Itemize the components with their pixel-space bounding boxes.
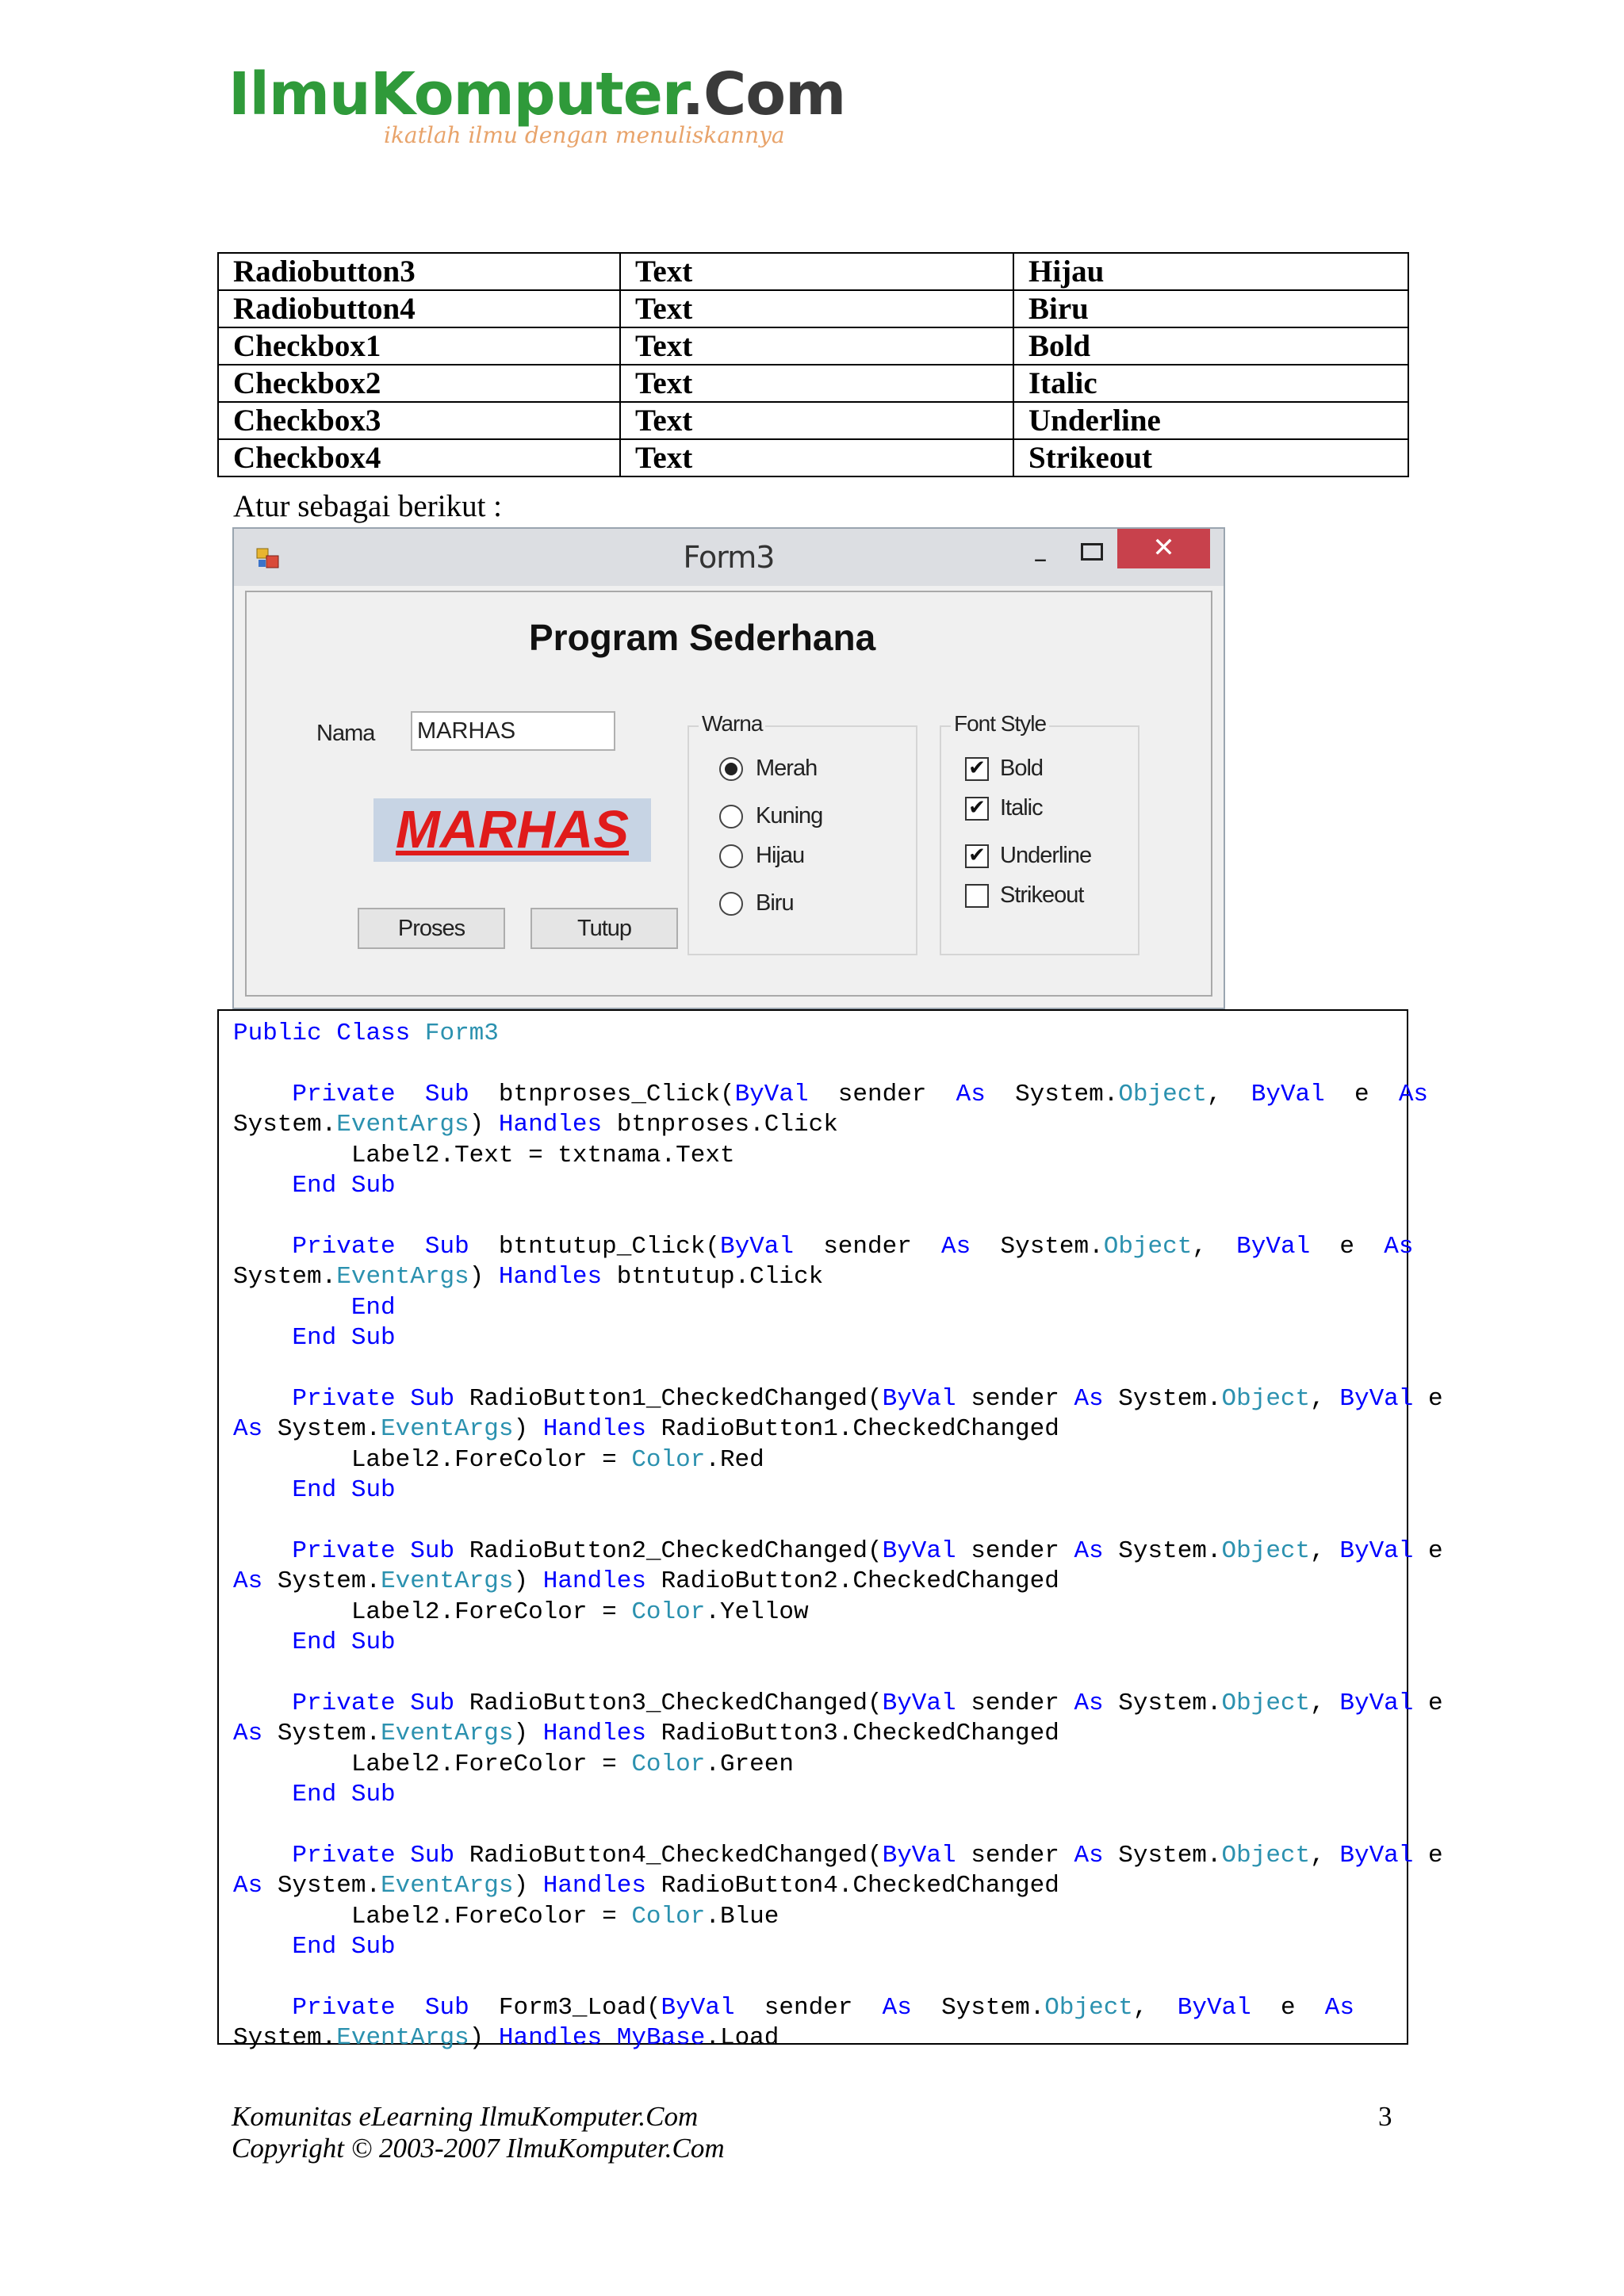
code-listing: Public Class Form3 Private Sub btnproses_Click(ByVal sender As System.Object, ByVal e As System.EventArgs) Handles btnproses.Click Label2.Text = txtnama.Text End Sub Private Sub btntutup_Click(ByVal sender As System.Object, ByVal e As System.EventArgs) Handles btntutup.Click End End Sub Private Sub RadioButton1_CheckedChanged(ByVal sender As System.Object, ByVal e As System.EventArgs) Handles RadioButton1.CheckedChanged Label2.ForeColor = Color.Red End Sub Private Sub RadioButton2_CheckedChanged(ByVal sender As System.Object, ByVal e As System.EventArgs) Handles RadioButton2.CheckedChanged Label2.ForeColor = Color.Yellow End Sub Private Sub RadioButton3_CheckedChanged(ByVal sender As System.Object, ByVal e As System.EventArgs) Handles RadioButton3.CheckedChanged Label2.ForeColor = Color.Green End Sub Private Sub RadioButton4_CheckedChanged(ByVal sender As System.Object, ByVal e As System.EventArgs) Handles RadioButton4.CheckedChanged Label2.ForeColor = Color.Blue End Sub Private Sub Form3_Load(ByVal sender As System.Object, ByVal e As System.EventArgs) Handles MyBase.Load [233, 1020, 1443, 2053]
property-cell: Text [620, 365, 1013, 402]
radio-selected-dot [725, 763, 737, 775]
table-row [218, 365, 1408, 402]
control-name-cell: Checkbox3 [218, 402, 620, 439]
minimize-button[interactable]: – [1033, 543, 1048, 575]
footer-copyright: Copyright © 2003-2007 IlmuKomputer.Com [232, 2133, 725, 2164]
radio-label[interactable]: Kuning [756, 803, 823, 828]
maximize-icon [1081, 543, 1103, 561]
form-client-area [245, 591, 1212, 997]
page-number: 3 [1378, 2101, 1392, 2132]
nama-label: Nama [316, 721, 375, 746]
window-title: Form3 [683, 540, 775, 575]
property-cell: Text [620, 439, 1013, 476]
logo-tagline: ikatlah ilmu dengan menuliskannya [384, 122, 785, 148]
font-style-group-title: Font Style [951, 711, 1049, 737]
site-logo [228, 60, 846, 160]
checkbox-italic[interactable]: ✔ [965, 797, 989, 821]
control-name-cell: Checkbox4 [218, 439, 620, 476]
checkbox-underline[interactable]: ✔ [965, 844, 989, 868]
radio-kuning[interactable] [719, 805, 743, 828]
value-cell: Italic [1013, 365, 1408, 402]
radio-label[interactable]: Biru [756, 890, 794, 916]
value-cell: Bold [1013, 327, 1408, 365]
maximize-button[interactable] [1076, 538, 1108, 570]
radio-label[interactable]: Hijau [756, 843, 805, 868]
checkbox-bold[interactable]: ✔ [965, 757, 989, 781]
radio-merah[interactable] [719, 757, 743, 781]
title-bar[interactable] [234, 529, 1224, 586]
checkbox-label[interactable]: Bold [1000, 756, 1044, 781]
control-name-cell: Radiobutton4 [218, 290, 620, 327]
footer-community: Komunitas eLearning IlmuKomputer.Com [232, 2101, 699, 2132]
checkbox-label[interactable]: Strikeout [1000, 882, 1084, 908]
table-row [218, 290, 1408, 327]
table-row [218, 253, 1408, 290]
checkbox-label[interactable]: Italic [1000, 795, 1043, 821]
nama-input[interactable]: MARHAS [411, 711, 615, 751]
checkbox-label[interactable]: Underline [1000, 843, 1092, 868]
radio-hijau[interactable] [719, 844, 743, 868]
warna-group-title: Warna [699, 711, 765, 737]
logo-domain-text: .Com [681, 60, 846, 128]
value-cell: Underline [1013, 402, 1408, 439]
logo-main-text: IlmuKomputer [228, 60, 682, 128]
property-cell: Text [620, 253, 1013, 290]
table-row [218, 327, 1408, 365]
value-cell: Biru [1013, 290, 1408, 327]
form3-window [232, 527, 1225, 1009]
property-cell: Text [620, 290, 1013, 327]
property-cell: Text [620, 402, 1013, 439]
checkbox-strikeout[interactable] [965, 884, 989, 908]
table-row [218, 402, 1408, 439]
code-listing-box [217, 1009, 1443, 2053]
close-button[interactable]: ✕ [1117, 529, 1210, 568]
table-row [218, 439, 1408, 476]
control-name-cell: Radiobutton3 [218, 253, 620, 290]
proses-button[interactable]: Proses [358, 908, 505, 949]
value-cell: Strikeout [1013, 439, 1408, 476]
control-name-cell: Checkbox1 [218, 327, 620, 365]
property-table [217, 252, 1409, 477]
instruction-text: Atur sebagai berikut : [233, 489, 502, 523]
value-cell: Hijau [1013, 253, 1408, 290]
output-label: MARHAS [373, 798, 651, 862]
control-name-cell: Checkbox2 [218, 365, 620, 402]
tutup-button[interactable]: Tutup [530, 908, 678, 949]
property-cell: Text [620, 327, 1013, 365]
program-heading: Program Sederhana [529, 617, 876, 658]
radio-biru[interactable] [719, 892, 743, 916]
radio-label[interactable]: Merah [756, 756, 818, 781]
